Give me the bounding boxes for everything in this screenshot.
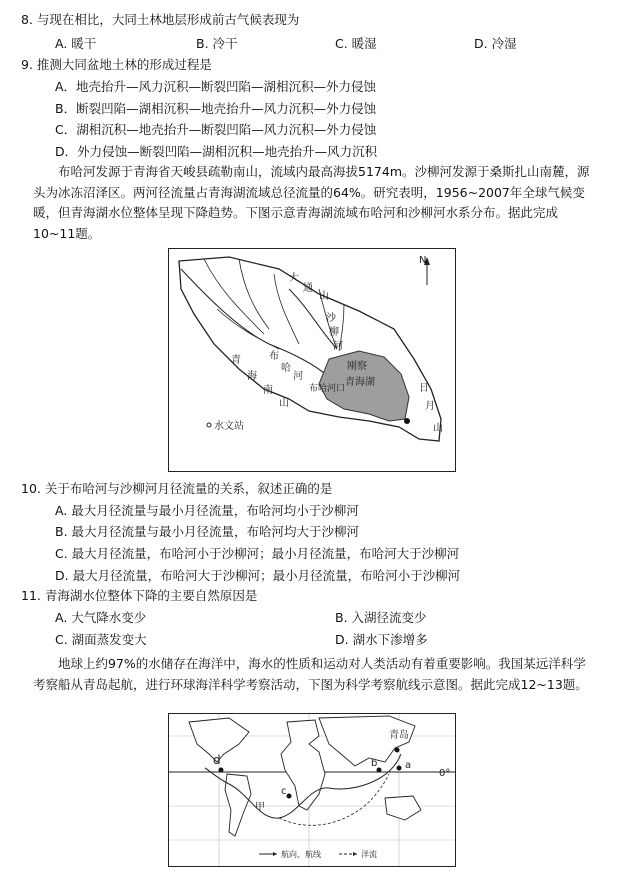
north-label: N: [419, 255, 427, 266]
point-d: d: [213, 753, 221, 767]
q8-option-d: D. 冷湿: [474, 36, 517, 51]
point-c: c: [281, 786, 287, 797]
qingdao-label: 青岛: [389, 730, 409, 741]
question-9-stem: 9. 推测大同盆地土林的形成过程是: [21, 57, 212, 72]
qinghai-lake-basin-map: [168, 248, 456, 472]
q10-option-d: D. 最大月径流量，布哈河大于沙柳河；最小月径流量，布哈河小于沙柳河: [55, 568, 461, 583]
australia: [385, 796, 421, 820]
station-label: 水文站: [214, 421, 244, 432]
q10-option-a: A. 最大月径流量与最小月径流量，布哈河均小于沙柳河: [55, 503, 359, 518]
riyue-ri: 日: [419, 383, 429, 394]
south-america: [225, 774, 251, 836]
question-10-stem: 10. 关于布哈河与沙柳河月径流量的关系，叙述正确的是: [21, 481, 333, 496]
lake-label: 青海湖: [345, 377, 375, 388]
question-11-stem: 11. 青海湖水位整体下降的主要自然原因是: [21, 588, 258, 603]
point-b: b: [371, 758, 378, 769]
qinghainan-nan: 南: [263, 385, 273, 396]
shaliu-he: 河: [333, 341, 343, 352]
q8-option-c: C. 暖湿: [335, 36, 377, 51]
point-a: a: [405, 760, 412, 771]
legend-route-label: 航向、航线: [281, 850, 321, 859]
datong-da: 大: [289, 273, 299, 284]
qinghainan-qing: 青: [231, 355, 241, 366]
shaliu-sha: 沙: [326, 313, 336, 324]
buhahekou-label: 布哈河口: [309, 384, 346, 394]
buha-he: 河: [293, 371, 303, 382]
passage-ocean-expedition: 地球上约97%的水储存在海洋中，海水的性质和运动对人类活动有着重要影响。我国某远洋科学考察船从青岛起航，进行环球海洋科学考察活动，下图为科学考察航线示意图。据此完成12~13题。: [33, 656, 588, 692]
basin-map-svg: [169, 249, 455, 471]
qinghainan-hai: 海: [247, 371, 257, 382]
datong-shan: 山: [319, 291, 329, 302]
q8-option-b: B. 冷干: [196, 36, 238, 51]
buha-ha: 哈: [281, 363, 291, 374]
q11-option-a: A. 大气降水变少: [55, 610, 147, 625]
q11-option-d: D. 湖水下渗增多: [335, 632, 428, 647]
route-map-svg: [169, 714, 455, 866]
q10-option-b: B. 最大月径流量与最小月径流量，布哈河均大于沙柳河: [55, 524, 360, 539]
passage-qinghai-lake: 布哈河发源于青海省天峻县疏勒南山，流域内最高海拔5174m。沙柳河发源于桑斯扎山南麓，源头为冰冻沼泽区。两河径流量占青海湖流域总径流量的64%。研究表明，1956~2007年全球气候变暖，但青海湖水位整体呈现下降趋势。下图示意青海湖流域布哈河和沙柳河水系分布。据此完成10~11题。: [33, 164, 590, 241]
q11-option-b: B. 入湖径流变少: [335, 610, 427, 625]
buha-bu: 布: [269, 351, 279, 362]
q10-option-c: C. 最大月径流量，布哈河小于沙柳河；最小月径流量，布哈河大于沙柳河: [55, 546, 460, 561]
equator-label: 0°: [439, 768, 451, 779]
riyue-yue: 月: [425, 401, 435, 412]
gangcha-label: 刚察: [347, 361, 367, 372]
q8-option-a: A. 暖干: [55, 36, 97, 51]
riyue-shan: 山: [433, 423, 443, 434]
q9-option-b: B．断裂凹陷—湖相沉积—地壳抬升—风力沉积—外力侵蚀: [55, 101, 377, 116]
q9-option-a: A．地壳抬升—风力沉积—断裂凹陷—湖相沉积—外力侵蚀: [55, 79, 377, 94]
shaliu-liu: 柳: [329, 327, 339, 338]
datong-tong: 通: [303, 283, 313, 294]
legend-current-label: 洋流: [361, 850, 377, 859]
q9-option-c: C．湖相沉积—地壳抬升—断裂凹陷—风力沉积—外力侵蚀: [55, 122, 377, 137]
qinghainan-shan: 山: [279, 398, 289, 409]
q11-option-c: C. 湖面蒸发变大: [55, 632, 147, 647]
jia-label: 甲: [255, 802, 265, 813]
ocean-route-map: [168, 713, 456, 867]
q9-option-d: D．外力侵蚀—断裂凹陷—湖相沉积—地壳抬升—风力沉积: [55, 144, 378, 159]
question-8-stem: 8. 与现在相比，大同土林地层形成前古气候表现为: [21, 12, 300, 27]
asia: [319, 716, 415, 766]
